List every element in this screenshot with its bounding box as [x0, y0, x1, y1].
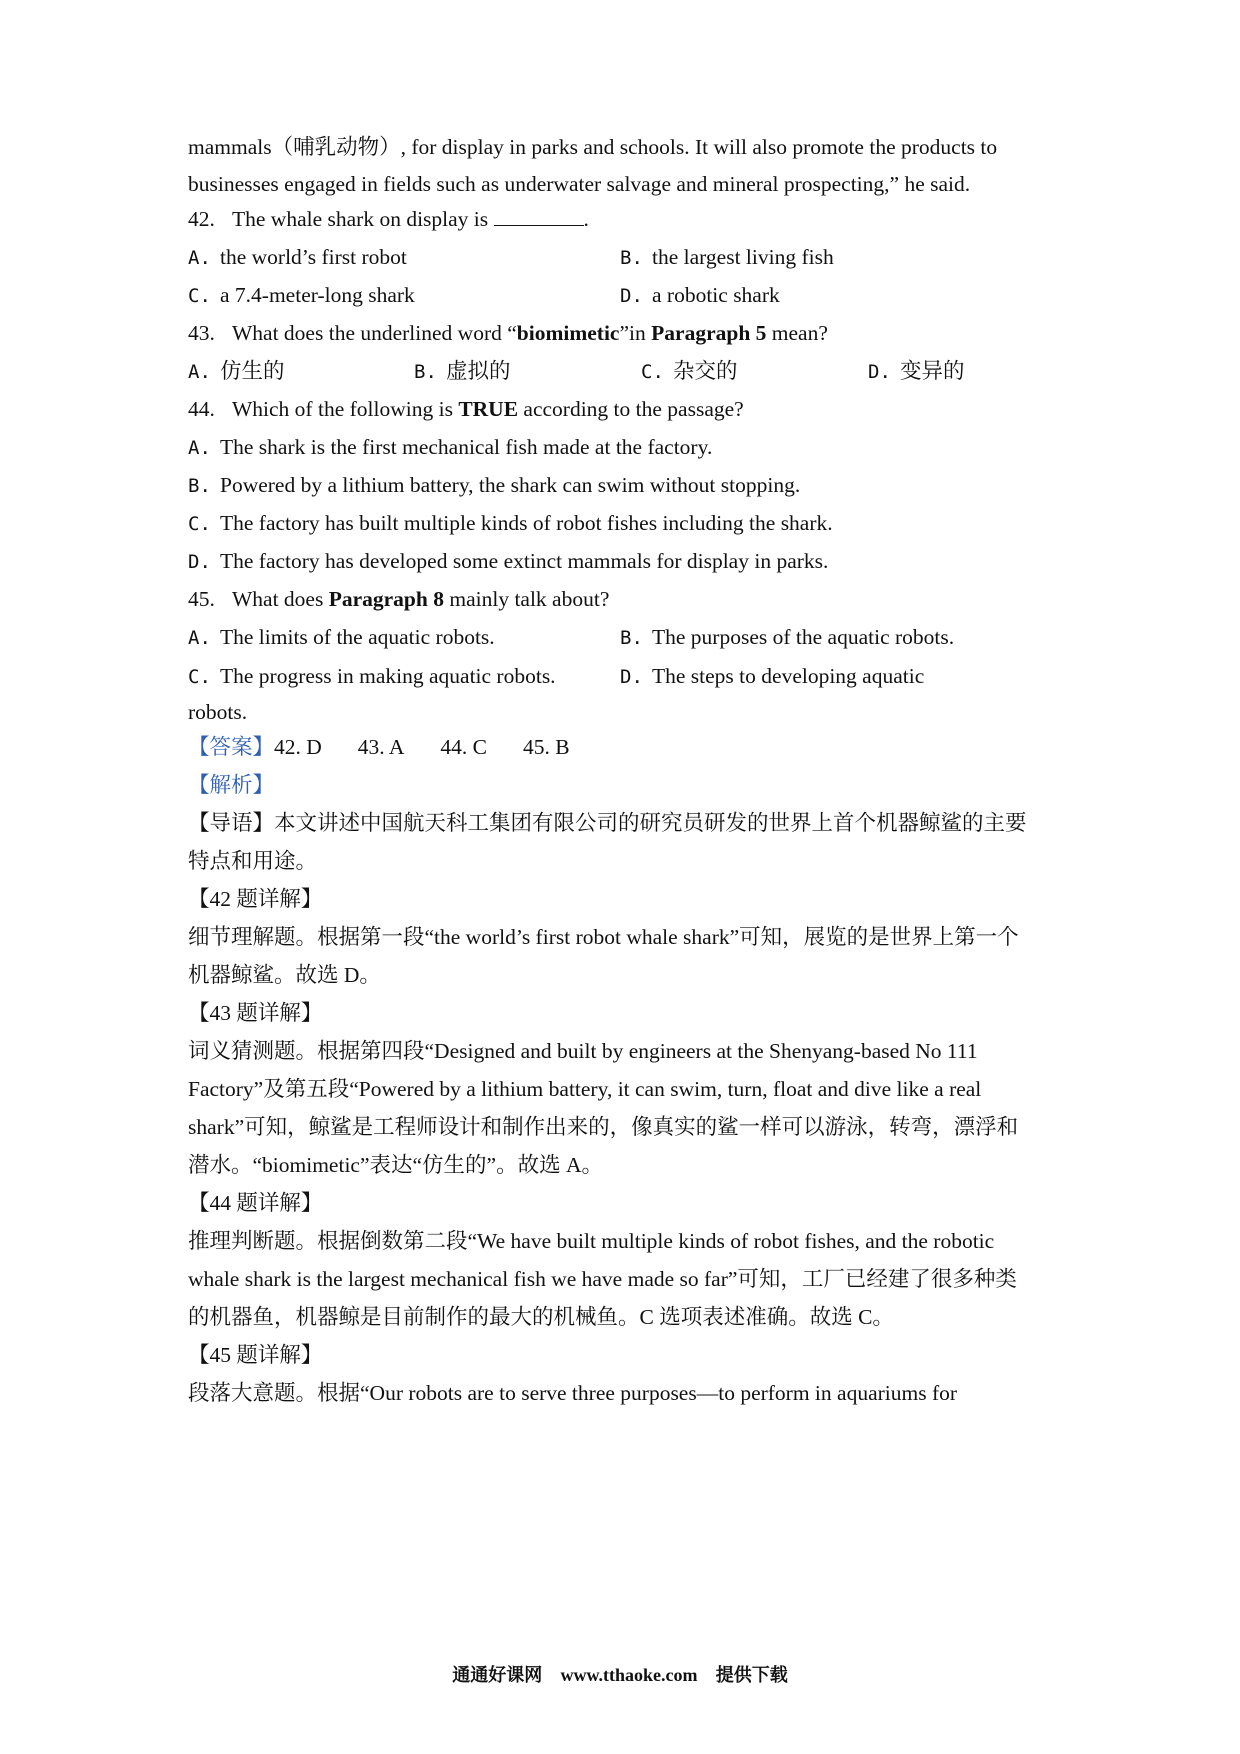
q43-detail-line: shark”可知，鲸鲨是工程师设计和制作出来的，像真实的鲨一样可以游泳，转弯，漂浮和 [188, 1115, 1019, 1139]
answer-item: 42. D [274, 735, 322, 759]
question-45-stem: 45. What does Paragraph 8 mainly talk about? [188, 587, 610, 611]
q44-detail-line: whale shark is the largest mechanical fish we have made so far”可知，工厂已经建了很多种类 [188, 1267, 1017, 1291]
option-d-wrap: robots. [188, 700, 248, 724]
q44-detail-label: 【44 题详解】 [188, 1191, 323, 1215]
option-d: D. The factory has developed some extinct mammals for display in parks. [188, 549, 829, 573]
question-42-options-row-1 [188, 236, 1068, 278]
q42-detail-label: 【42 题详解】 [188, 887, 323, 911]
option-c: C. The progress in making aquatic robots. [188, 664, 556, 688]
question-45-options-row-1 [188, 616, 1068, 658]
answer-item: 45. B [522, 735, 570, 759]
question-42-options-row-2 [188, 274, 1068, 316]
answer-line [188, 726, 1068, 768]
q43-detail-line: 词义猜测题。根据第四段“Designed and built by engineers at the Shenyang-based No 111 [188, 1039, 978, 1063]
passage-line: businesses engaged in fields such as underwater salvage and mineral prospecting,” he said. [188, 172, 971, 196]
analysis-label: 【解析】 [188, 773, 275, 797]
footer-url[interactable]: www.tthaoke.com [560, 1665, 698, 1685]
answer-item: 44. C [440, 735, 487, 759]
q45-detail-label: 【45 题详解】 [188, 1343, 323, 1367]
answer-label: 【答案】 [188, 735, 275, 759]
q43-detail-line: 潜水。“biomimetic”表达“仿生的”。故选 A。 [188, 1153, 603, 1177]
option-a: A. The limits of the aquatic robots. [188, 625, 495, 649]
q42-detail-line: 机器鲸鲨。故选 D。 [188, 963, 381, 987]
passage-line: mammals（哺乳动物）, for display in parks and schools. It will also promote the products to [188, 135, 998, 159]
option-b: B. The purposes of the aquatic robots. [620, 625, 955, 649]
q42-detail-line: 细节理解题。根据第一段“the world’s first robot whale shark”可知，展览的是世界上第一个 [188, 925, 1019, 949]
q44-detail-line: 的机器鱼，机器鲸是目前制作的最大的机械鱼。C 选项表述准确。故选 C。 [188, 1305, 894, 1329]
option-a: A. The shark is the first mechanical fish made at the factory. [188, 435, 713, 459]
option-d: D. 变异的 [868, 359, 965, 383]
footer-site-name: 通通好课网 [452, 1665, 543, 1686]
question-43-options [188, 350, 1068, 392]
option-c: C. a 7.4-meter-long shark [188, 283, 415, 307]
q43-detail-label: 【43 题详解】 [188, 1001, 323, 1025]
question-42-stem: 42. The whale shark on display is . [188, 198, 1068, 240]
option-c: C. The factory has built multiple kinds of robot fishes including the shark. [188, 511, 833, 535]
option-d: D. a robotic shark [620, 283, 780, 307]
footer-suffix: 提供下载 [715, 1665, 788, 1686]
option-d: D. The steps to developing aquatic [620, 664, 925, 688]
page-footer [0, 1660, 1240, 1691]
question-number: 42. [188, 207, 215, 231]
option-b: B. 虚拟的 [414, 359, 511, 383]
q45-detail-line: 段落大意题。根据“Our robots are to serve three purposes—to perform in aquariums for [188, 1381, 958, 1405]
answer-blank [494, 207, 584, 226]
answer-item: 43. A [357, 735, 405, 759]
question-44-stem: 44. Which of the following is TRUE according to the passage? [188, 397, 744, 421]
question-43-stem: 43. What does the underlined word “biomimetic”in Paragraph 5 mean? [188, 321, 828, 345]
intro-line: 【导语】本文讲述中国航天科工集团有限公司的研究员研发的世界上首个机器鲸鲨的主要 [188, 811, 1027, 835]
intro-line: 特点和用途。 [188, 849, 318, 873]
q43-detail-line: Factory”及第五段“Powered by a lithium battery, it can swim, turn, float and dive like a real [188, 1077, 982, 1101]
option-b: B. the largest living fish [620, 245, 834, 269]
option-b: B. Powered by a lithium battery, the shark can swim without stopping. [188, 473, 801, 497]
option-a: A. 仿生的 [188, 359, 285, 383]
q44-detail-line: 推理判断题。根据倒数第二段“We have built multiple kinds of robot fishes, and the robotic [188, 1229, 995, 1253]
option-a: A. the world’s first robot [188, 245, 407, 269]
option-c: C. 杂交的 [641, 359, 738, 383]
